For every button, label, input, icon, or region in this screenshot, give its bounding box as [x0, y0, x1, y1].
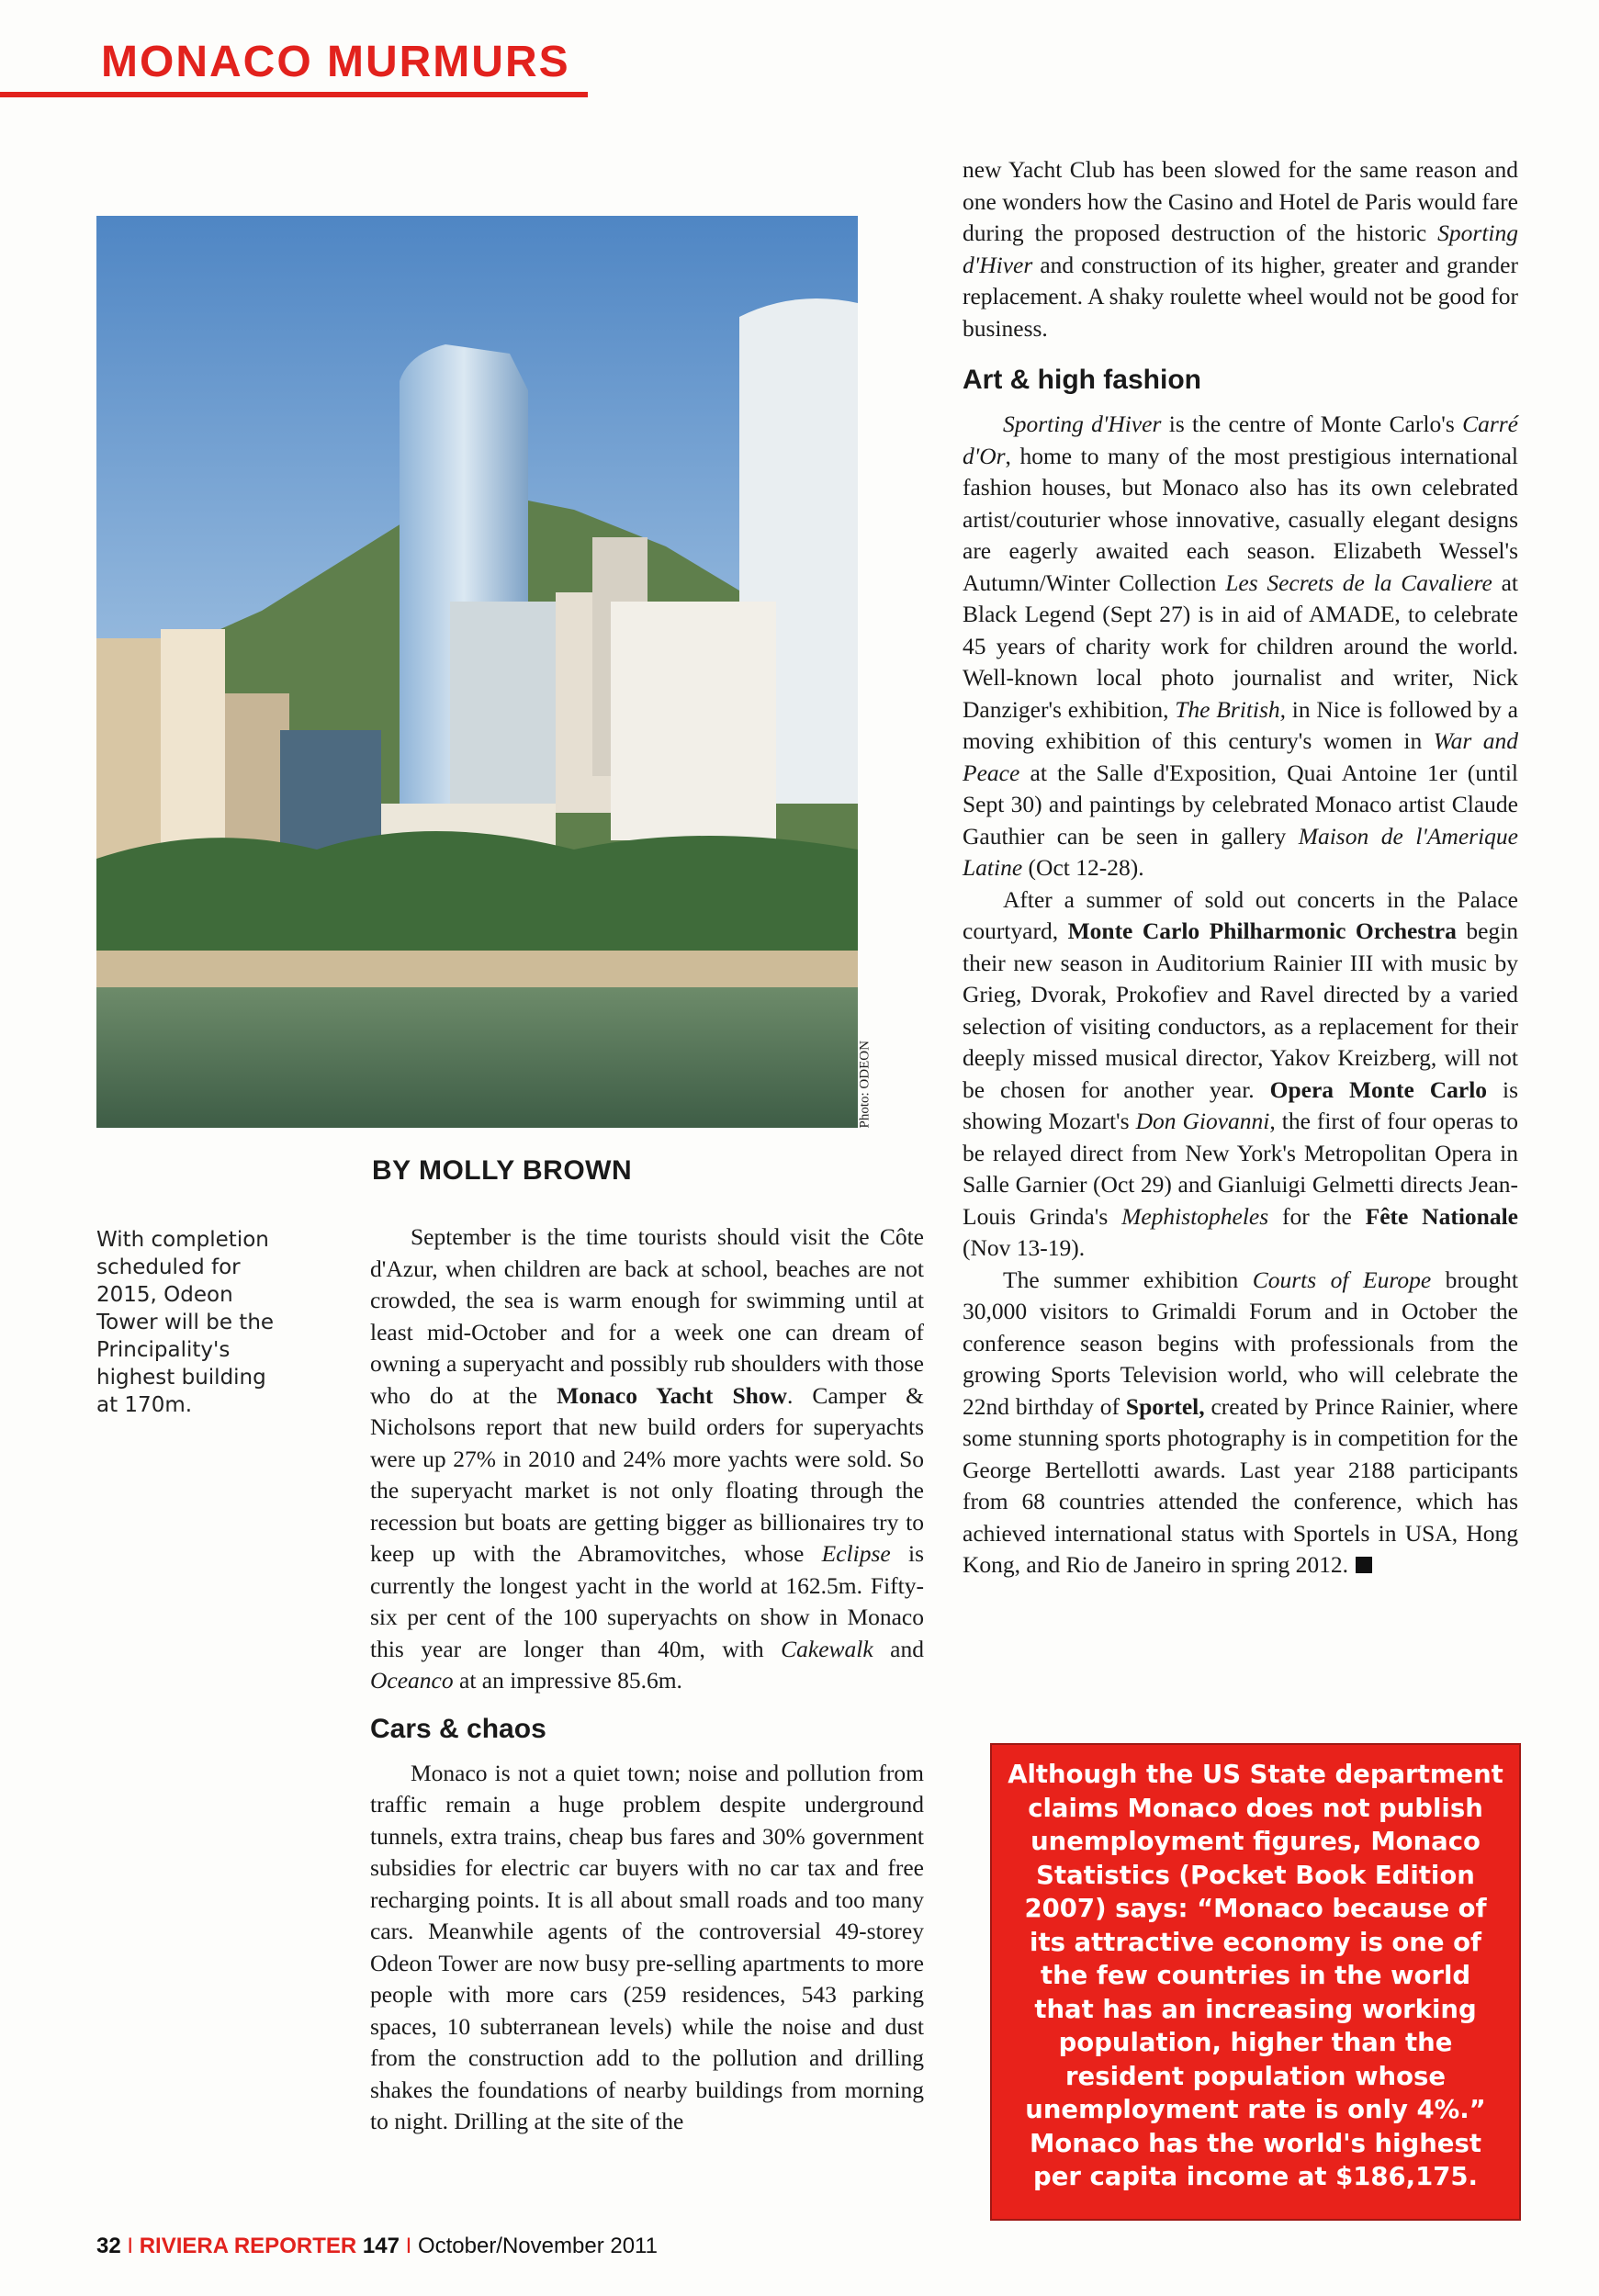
page-number: 32 — [96, 2234, 121, 2258]
photo-credit — [856, 1019, 876, 1130]
odeon-tower-photo — [96, 216, 858, 1128]
subhead-cars-chaos: Cars & chaos — [370, 1713, 546, 1744]
article-paragraph: new Yacht Club has been slowed for the same reason and one wonders how the Casino and Hotel de Paris would fare during the proposed destruction of the historic Sporting d'Hiver and construction of its higher, greater and grander replacement. A shaky roulette wheel would not be good for business. — [963, 156, 1518, 342]
page-footer — [96, 2234, 658, 2259]
footer-separator: I — [405, 2234, 412, 2258]
section-title: MONACO MURMURS — [101, 38, 570, 86]
pull-quote-text: Although the US State department claims Monaco does not publish unemployment figures, Monaco Statistics (Pocket Book Edition 2007) says: “Monaco because of its attractive economy is one of the few countries in the world that has an increasing working population, higher than the resident population whose unemployment rate is only 4%.” Monaco has the world's highest per capita income at $186,175. — [1008, 1760, 1503, 2191]
subhead-art-fashion: Art & high fashion — [963, 365, 1201, 395]
page-header — [0, 0, 1599, 103]
magazine-name: RIVIERA REPORTER — [139, 2234, 357, 2258]
event-name: Monaco Yacht Show — [557, 1381, 787, 1409]
issue-number: 147 — [362, 2234, 400, 2258]
footer-separator: I — [127, 2234, 134, 2258]
header-rule — [0, 92, 588, 97]
article-paragraph: After a summer of sold out concerts in the Palace courtyard, Monte Carlo Philharmonic Orchestra begin their new season in Auditorium Rainier III with music by Grieg, Dvorak, Prokofiev and Ravel directed by a varied selection of visiting conductors, as a replacement for their deeply missed musical director, Yakov Kreizberg, will not be chosen for another year. Opera Monte Carlo is showing Mozart's Don Giovanni, the first of four operas to be relayed direct from New York's Metropolitan Opera in Salle Garnier (Oct 29) and Gianluigi Gelmetti directs Jean-Louis Grinda's Mephistopheles for the Fête Nationale (Nov 13-19). — [963, 885, 1519, 1261]
byline: BY MOLLY BROWN — [372, 1155, 633, 1186]
pull-quote-box — [990, 1743, 1521, 2221]
article-paragraph: September is the time tourists should visit the Côte d'Azur, when children are back at school, beaches are not crowded, the sea is warm enough for swimming until at least mid-October and for a week one can dream of owning a superyacht and possibly rub shoulders with those who do at the Monaco Yacht Show. Camper & Nicholsons report that new build orders for superyachts were up 27% in 2010 and 24% more yachts were sold. So the superyacht market is not only floating through the recession but boats are getting bigger as billionaires try to keep up with the Abramovitches, whose Eclipse is currently the longest yacht in the world at 162.5m. Fifty-six per cent of the 100 superyachts on show in Monaco this year are longer than 40m, with Cakewalk and Oceanco at an impressive 85.6m. — [370, 1223, 925, 1694]
article-paragraph: The summer exhibition Courts of Europe brought 30,000 visitors to Grimaldi Forum and in October the conference season begins with professionals from the growing Sports Television world, who will celebrate the 22nd birthday of Sportel, created by Prince Rainier, where some stunning sports photography is in competition for the George Bertellotti awards. Last year 2188 participants from 68 countries attended the conference, which has achieved international status with Sportels in USA, Hong Kong, and Rio de Janeiro in spring 2012. — [963, 1266, 1518, 1578]
photo-credit-text: Photo: ODEON — [857, 1041, 873, 1129]
article-column-middle — [370, 1221, 924, 2138]
photo-caption: With completion scheduled for 2015, Odeon Tower will be the Principality's highest building at 170m. — [96, 1228, 275, 1417]
issue-date: October/November 2011 — [417, 2234, 658, 2258]
article-paragraph: Monaco is not a quiet town; noise and pollution from traffic remain a huge problem despite underground tunnels, extra trains, cheap bus fares and 30% government subsidies for electric car buyers with no car tax and free recharging points. It is all about small roads and too many cars. Meanwhile agents of the controversial 49-storey Odeon Tower are now busy pre-selling apartments to more people with more cars (259 residences, 543 parking spaces, 10 subterranean levels) while the noise and dust from the construction add to the pollution and drilling shakes the foundations of nearby buildings from morning to night. Drilling at the site of the — [370, 1759, 924, 2134]
article-paragraph: Sporting d'Hiver is the centre of Monte Carlo's Carré d'Or, home to many of the most prestigious international fashion houses, but Monaco also has its own celebrated artist/couturier whose innovative, casually elegant designs are eagerly awaited each season. Elizabeth Wessel's Autumn/Winter Collection Les Secrets de la Cavaliere at Black Legend (Sept 27) is in aid of AMADE, to celebrate 45 years of charity work for children around the world. Well-known local photo journalist and writer, Nick Danziger's exhibition, The British, in Nice is followed by a moving exhibition of this century's women in War and Peace at the Salle d'Exposition, Quai Antoine 1er (until Sept 30) and paintings by celebrated Monaco artist Claude Gauthier can be seen in gallery Maison de l'Amerique Latine (Oct 12-28). — [963, 411, 1518, 881]
article-column-right — [963, 154, 1518, 1581]
end-of-article-mark — [1356, 1557, 1372, 1573]
